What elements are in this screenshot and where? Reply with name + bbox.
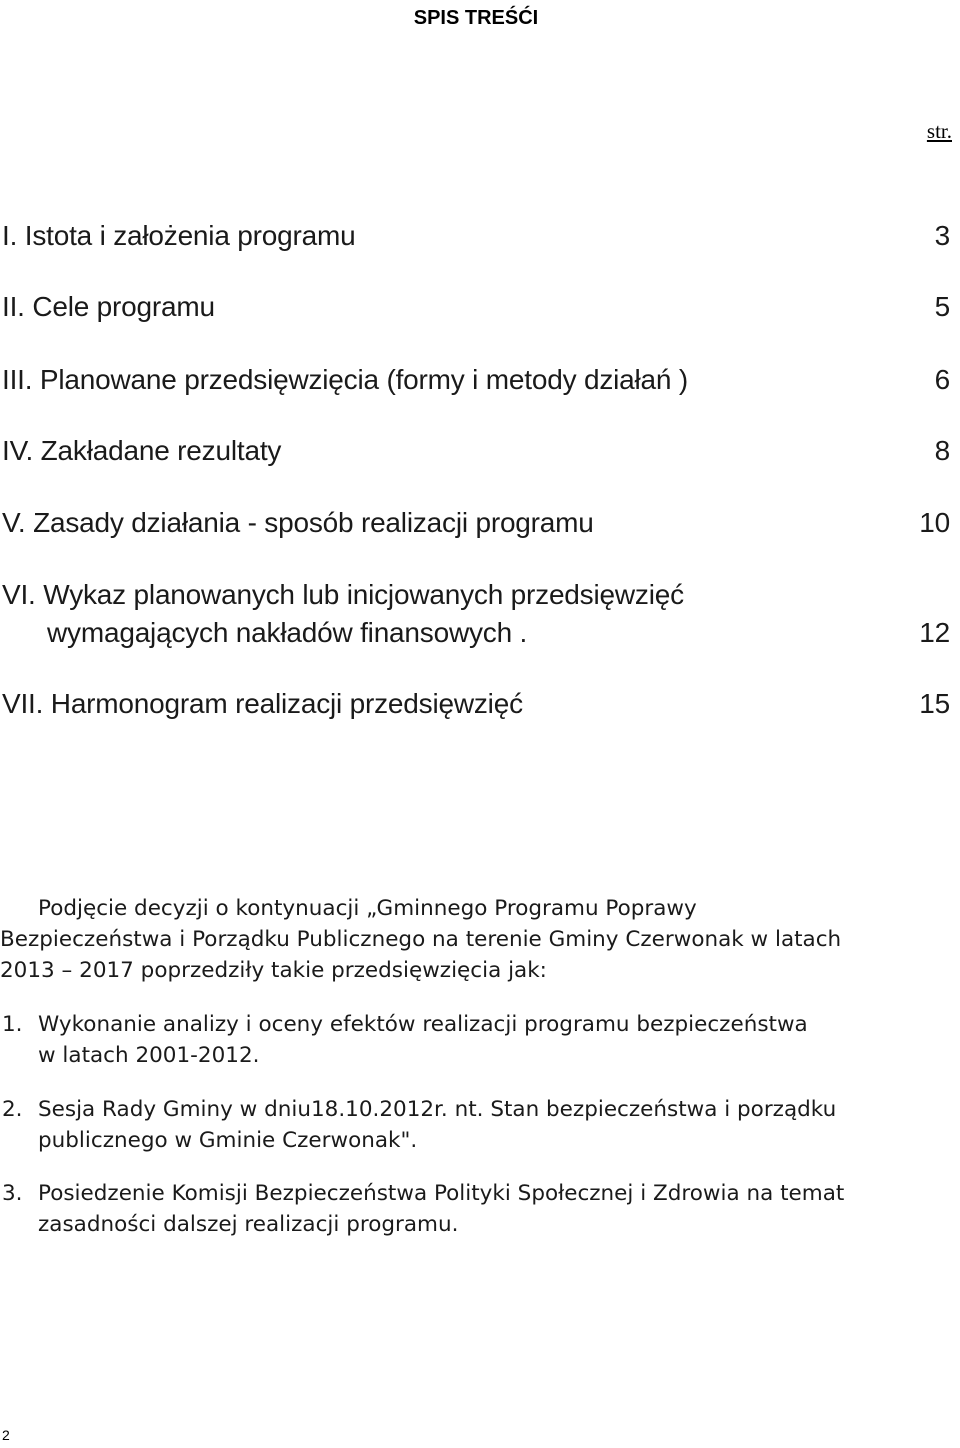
list-item-line: publicznego w Gminie Czerwonak".	[38, 1128, 418, 1153]
toc-entry-title: VI. Wykaz planowanych lub inicjowanych przedsięwzięć	[2, 579, 684, 610]
toc-entry-title-continuation: wymagających nakładów finansowych .	[47, 617, 528, 648]
list-item-line: Posiedzenie Komisji Bezpieczeństwa Polityki Społecznej i Zdrowia na temat	[38, 1181, 845, 1206]
page-column-label: str.	[926, 119, 952, 143]
list-item-text	[38, 1094, 953, 1156]
list-item-line: w latach 2001-2012.	[38, 1043, 260, 1068]
list-item-line: Wykonanie analizy i oceny efektów realizacji programu bezpieczeństwa	[38, 1012, 808, 1037]
toc-entry-page: 6	[934, 364, 950, 395]
page-title: SPIS TREŚĆI	[413, 7, 539, 29]
list-item-number: 1.	[2, 1012, 23, 1037]
toc-entry-page: 5	[934, 291, 950, 322]
toc-entry-title: VII. Harmonogram realizacji przedsięwzięć	[2, 688, 523, 719]
toc-entry-page: 10	[919, 507, 950, 538]
intro-line: 2013 – 2017 poprzedziły takie przedsięwzięcia jak:	[0, 958, 547, 983]
toc-entry-title: V. Zasady działania - sposób realizacji programu	[2, 507, 594, 538]
intro-line: Bezpieczeństwa i Porządku Publicznego na terenie Gminy Czerwonak w latach	[0, 927, 842, 952]
list-item-number: 2.	[2, 1097, 23, 1122]
footer-page-number: 2	[2, 1427, 10, 1443]
toc-entry-page: 15	[919, 688, 950, 719]
toc-entry-title: I. Istota i założenia programu	[2, 220, 356, 251]
toc-entry-page: 8	[934, 435, 950, 466]
list-item-line: Sesja Rady Gminy w dniu18.10.2012r. nt. Stan bezpieczeństwa i porządku	[38, 1097, 837, 1122]
toc-entry-title: III. Planowane przedsięwzięcia (formy i metody działań )	[2, 364, 688, 395]
toc-entry-title: II. Cele programu	[2, 291, 215, 322]
list-item-text	[38, 1178, 953, 1240]
list-item-line: zasadności dalszej realizacji programu.	[38, 1212, 459, 1237]
toc-entry-page: 3	[934, 220, 950, 251]
list-item-number: 3.	[2, 1181, 23, 1206]
intro-paragraph	[0, 893, 960, 986]
intro-line: Podjęcie decyzji o kontynuacji „Gminnego Programu Poprawy	[38, 896, 697, 921]
toc-entry-page: 12	[919, 617, 950, 648]
toc-entry-title: IV. Zakładane rezultaty	[2, 435, 282, 466]
list-item-text	[38, 1009, 953, 1071]
